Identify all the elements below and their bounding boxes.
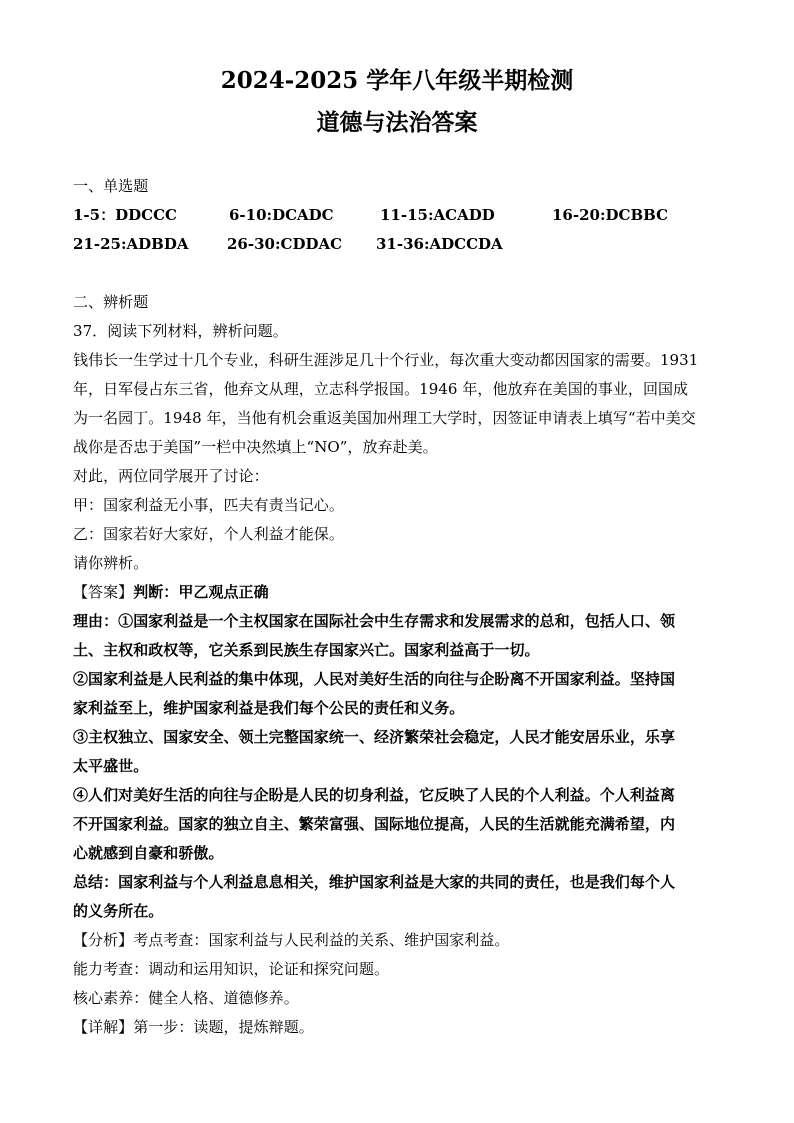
reason-line xyxy=(73,611,725,631)
answer-judgment: 判断：甲乙观点正确 xyxy=(133,583,269,601)
analysis-line: 【分析】考点考查：国家利益与人民利益的关系、维护国家利益。 xyxy=(73,931,510,949)
subject-title: 道德与法治答案 xyxy=(316,109,478,136)
analysis-line: 核心素养：健全人格、道德修养。 xyxy=(73,989,299,1007)
material-line: 甲：国家利益无小事，匹夫有责当记心。 xyxy=(73,496,344,514)
material-line: 请你辨析。 xyxy=(73,554,149,572)
answer-value: DDCCC xyxy=(115,206,177,224)
material-line: 战你是否忠于美国”一栏中决然填上“NO”，放弃赴美。 xyxy=(73,438,438,456)
answer-value: CDDAC xyxy=(280,235,343,253)
material-line: 对此，两位同学展开了讨论： xyxy=(73,467,269,485)
answer-range: 16-20: xyxy=(552,206,606,224)
analysis-line: 能力考查：调动和运用知识，论证和探究问题。 xyxy=(73,960,390,978)
reason-line: 土、主权和政权等，它关系到民族生存国家兴亡。国家利益高于一切。 xyxy=(73,641,540,659)
exam-title: 2024-2025 学年八年级半期检测 xyxy=(220,67,574,94)
material-line: 为一名园丁。1948 年，当他有机会重返美国加州理工大学时，因签证申请表上填写“若中美交 xyxy=(73,409,696,427)
answer-key-item xyxy=(73,234,189,254)
answer-key-item xyxy=(73,205,177,225)
answer-value: ADCCDA xyxy=(429,235,503,253)
answer-key-item xyxy=(227,234,342,254)
reason-line: 心就感到自豪和骄傲。 xyxy=(73,844,224,862)
answer-value: DCADC xyxy=(272,206,334,224)
answer-range: 6-10: xyxy=(229,206,273,224)
answer-key-item xyxy=(376,234,503,254)
reason-line: ②国家利益是人民利益的集中体现，人民对美好生活的向往与企盼离不开国家利益。坚持国 xyxy=(73,670,676,688)
reason-line: 家利益至上，维护国家利益是我们每个公民的责任和义务。 xyxy=(73,699,465,717)
answer-label: 【答案】 xyxy=(73,583,134,601)
answer-value: ACADD xyxy=(433,206,495,224)
summary-line: 总结：国家利益与个人利益息息相关，维护国家利益是大家的共同的责任，也是我们每个人 xyxy=(73,873,676,891)
reason-label: 理由： xyxy=(73,612,119,630)
reason-line: 太平盛世。 xyxy=(73,757,149,775)
reason-text: ①国家利益是一个主权国家在国际社会中生存需求和发展需求的总和，包括人口、领 xyxy=(118,612,676,630)
answer-range: 1-5： xyxy=(73,206,116,224)
answer-range: 11-15: xyxy=(380,206,434,224)
analysis-line: 【详解】第一步：读题，提炼辩题。 xyxy=(73,1018,314,1036)
answer-range: 26-30: xyxy=(227,235,281,253)
question-prompt: 37．阅读下列材料，辨析问题。 xyxy=(73,322,288,340)
reason-line: ④人们对美好生活的向往与企盼是人民的切身利益，它反映了人民的个人利益。个人利益离 xyxy=(73,786,676,804)
summary-line: 的义务所在。 xyxy=(73,902,164,920)
reason-line: ③主权独立、国家安全、领土完整国家统一、经济繁荣社会稳定，人民才能安居乐业，乐享 xyxy=(73,728,676,746)
material-line: 钱伟长一生学过十几个专业，科研生涯涉足几十个行业，每次重大变动都因国家的需要。1931 xyxy=(73,351,699,369)
answer-key-item xyxy=(380,205,495,225)
material-line: 乙：国家若好大家好，个人利益才能保。 xyxy=(73,525,344,543)
answer-value: DCBBC xyxy=(605,206,669,224)
material-line: 年，日军侵占东三省，他弃文从理，立志科学报国。1946 年，他放弃在美国的事业，回国成 xyxy=(73,380,689,398)
section-heading-single-choice: 一、单选题 xyxy=(73,177,149,195)
reason-line: 不开国家利益。国家的独立自主、繁荣富强、国际地位提高，人民的生活就能充满希望，内 xyxy=(73,815,676,833)
answer-range: 21-25: xyxy=(73,235,127,253)
answer-judgment-line xyxy=(73,582,725,602)
answer-range: 31-36: xyxy=(376,235,430,253)
answer-value: ADBDA xyxy=(126,235,189,253)
answer-key-item xyxy=(552,205,668,225)
section-heading-analysis: 二、辨析题 xyxy=(73,293,149,311)
answer-key-item xyxy=(229,205,334,225)
